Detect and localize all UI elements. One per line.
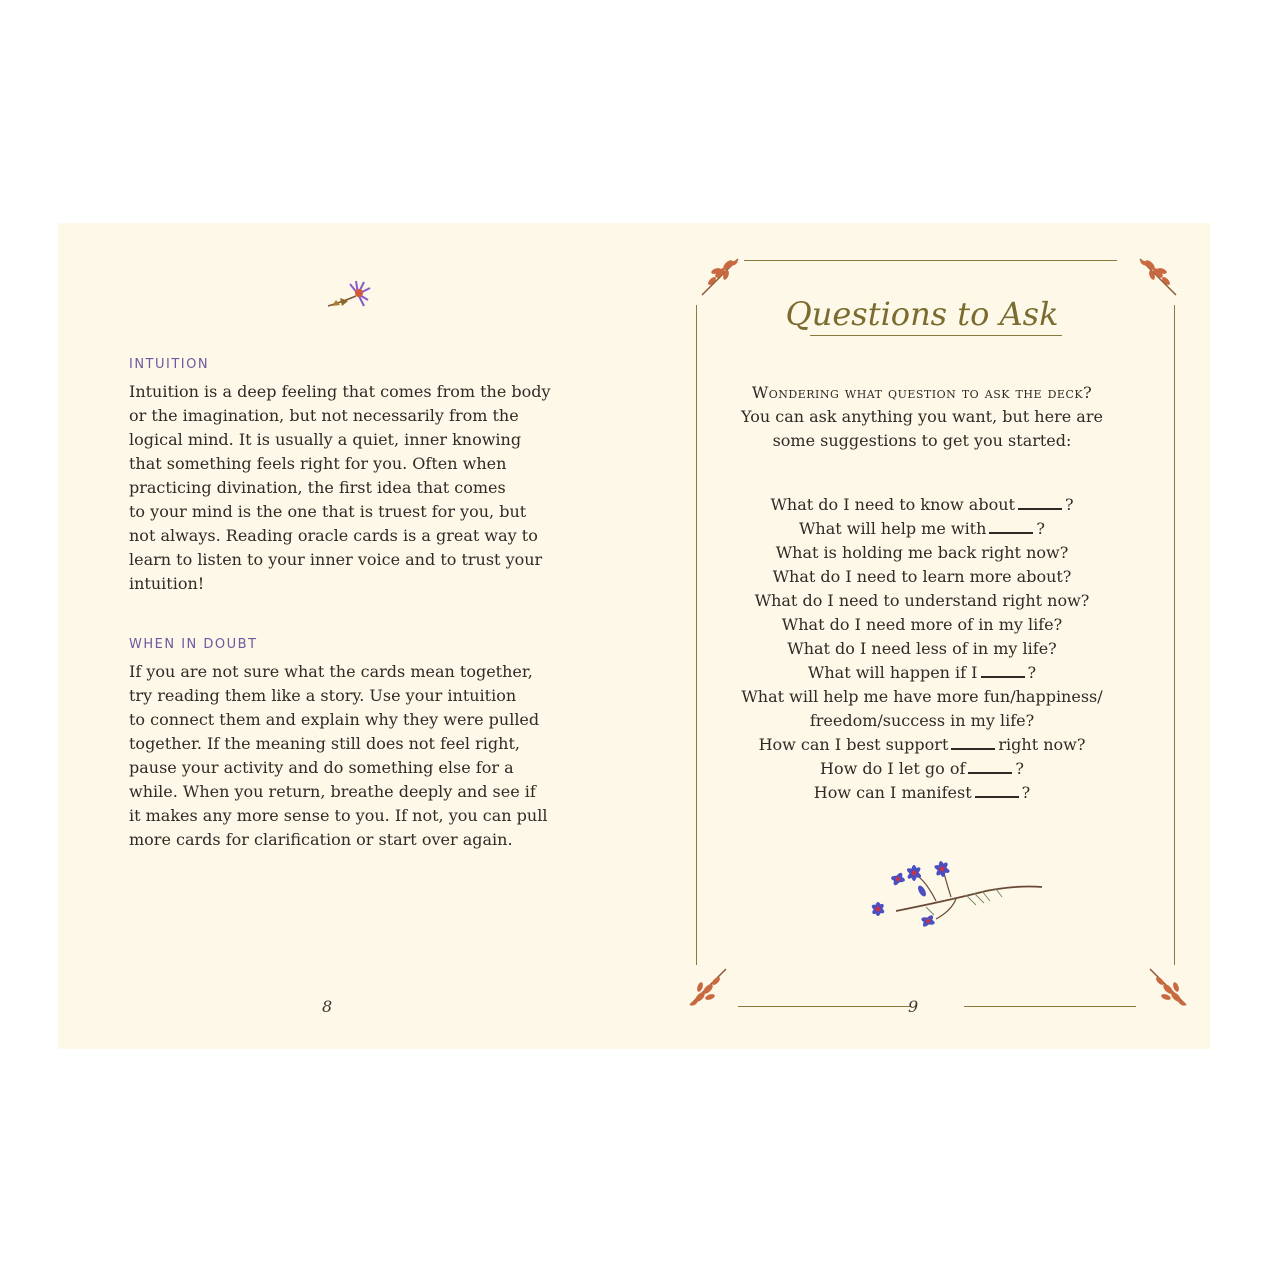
question-suffix: ? (1064, 495, 1074, 514)
right-page (634, 223, 1210, 1049)
intro-line: You can ask anything you want, but here are (741, 407, 1103, 426)
question-text: freedom/success in my life? (809, 711, 1035, 730)
intro-lead: Wondering what question to ask the deck? (751, 383, 1093, 402)
text-line: it makes any more sense to you. If not, you can pull (129, 806, 548, 825)
frame-bottom-line-right (964, 1006, 1136, 1007)
text-line: try reading them like a story. Use your intuition (129, 686, 517, 705)
text-line: Intuition is a deep feeling that comes from the body (129, 382, 551, 401)
text-line: intuition! (129, 574, 205, 593)
question-text: How do I let go of (820, 759, 966, 778)
fill-in-blank (1018, 496, 1062, 510)
question-text: What do I need less of in my life? (787, 639, 1057, 658)
fill-in-blank (981, 664, 1025, 678)
frame-top-line (744, 260, 1117, 261)
title-underline (810, 335, 1062, 336)
text-line: to connect them and explain why they were pulled (129, 710, 540, 729)
question-suffix: ? (1027, 663, 1037, 682)
text-line: logical mind. It is usually a quiet, inner knowing (129, 430, 522, 449)
section-heading-intuition: INTUITION (129, 357, 210, 372)
text-line: pause your activity and do something else for a (129, 758, 514, 777)
intro-paragraph (634, 381, 1210, 453)
question-item (634, 637, 1210, 661)
page-title: Questions to Ask (785, 295, 1059, 333)
section-heading-when-in-doubt: WHEN IN DOUBT (129, 637, 258, 652)
fill-in-blank (975, 784, 1019, 798)
intro-line: some suggestions to get you started: (772, 431, 1072, 450)
question-text: How can I manifest (813, 783, 972, 802)
intuition-paragraph (129, 380, 559, 596)
question-text: How can I best support (758, 735, 949, 754)
text-line: more cards for clarification or start over again. (129, 830, 513, 849)
question-suffix: ? (1036, 519, 1045, 538)
text-line: If you are not sure what the cards mean together, (129, 662, 533, 681)
page-number-right: 9 (908, 997, 919, 1016)
questions-list (634, 493, 1210, 805)
corner-leaf-icon (1134, 253, 1180, 299)
text-line: not always. Reading oracle cards is a great way to (129, 526, 538, 545)
question-item (634, 733, 1210, 757)
question-item (634, 565, 1210, 589)
question-text: What do I need to know about (770, 495, 1015, 514)
question-item (634, 613, 1210, 637)
question-text: What do I need to learn more about? (772, 567, 1072, 586)
question-text: What will help me with (798, 519, 987, 538)
corner-leaf-icon (698, 253, 744, 299)
text-line: that something feels right for you. Often when (129, 454, 507, 473)
question-item (634, 493, 1210, 517)
page-number-left: 8 (322, 997, 333, 1016)
text-line: together. If the meaning still does not feel right, (129, 734, 520, 753)
question-item (634, 661, 1210, 685)
text-line: or the imagination, but not necessarily from the (129, 406, 519, 425)
question-item (634, 685, 1210, 709)
question-text: What will help me have more fun/happiness/ (741, 687, 1103, 706)
question-item (634, 589, 1210, 613)
question-item (634, 781, 1210, 805)
question-item (634, 757, 1210, 781)
text-line: learn to listen to your inner voice and to trust your (129, 550, 543, 569)
when-in-doubt-paragraph (129, 660, 559, 852)
corner-leaf-icon (1144, 965, 1190, 1011)
left-page (58, 223, 634, 1049)
small-flower-icon (322, 276, 382, 316)
flower-bunch-icon (856, 851, 1046, 941)
text-line: practicing divination, the first idea that comes (129, 478, 506, 497)
book-spread (58, 223, 1210, 1049)
question-suffix: right now? (998, 735, 1086, 754)
frame-bottom-line-left (738, 1006, 910, 1007)
text-line: while. When you return, breathe deeply and see if (129, 782, 536, 801)
fill-in-blank (989, 520, 1033, 534)
question-suffix: ? (1015, 759, 1024, 778)
question-text: What will happen if I (807, 663, 978, 682)
question-text: What do I need to understand right now? (754, 591, 1090, 610)
question-text: What is holding me back right now? (775, 543, 1069, 562)
question-item (634, 517, 1210, 541)
question-text: What do I need more of in my life? (781, 615, 1063, 634)
question-item (634, 541, 1210, 565)
question-item (634, 709, 1210, 733)
corner-leaf-icon (686, 965, 732, 1011)
question-suffix: ? (1021, 783, 1031, 802)
text-line: to your mind is the one that is truest for you, but (129, 502, 527, 521)
fill-in-blank (968, 760, 1012, 774)
fill-in-blank (951, 736, 995, 750)
